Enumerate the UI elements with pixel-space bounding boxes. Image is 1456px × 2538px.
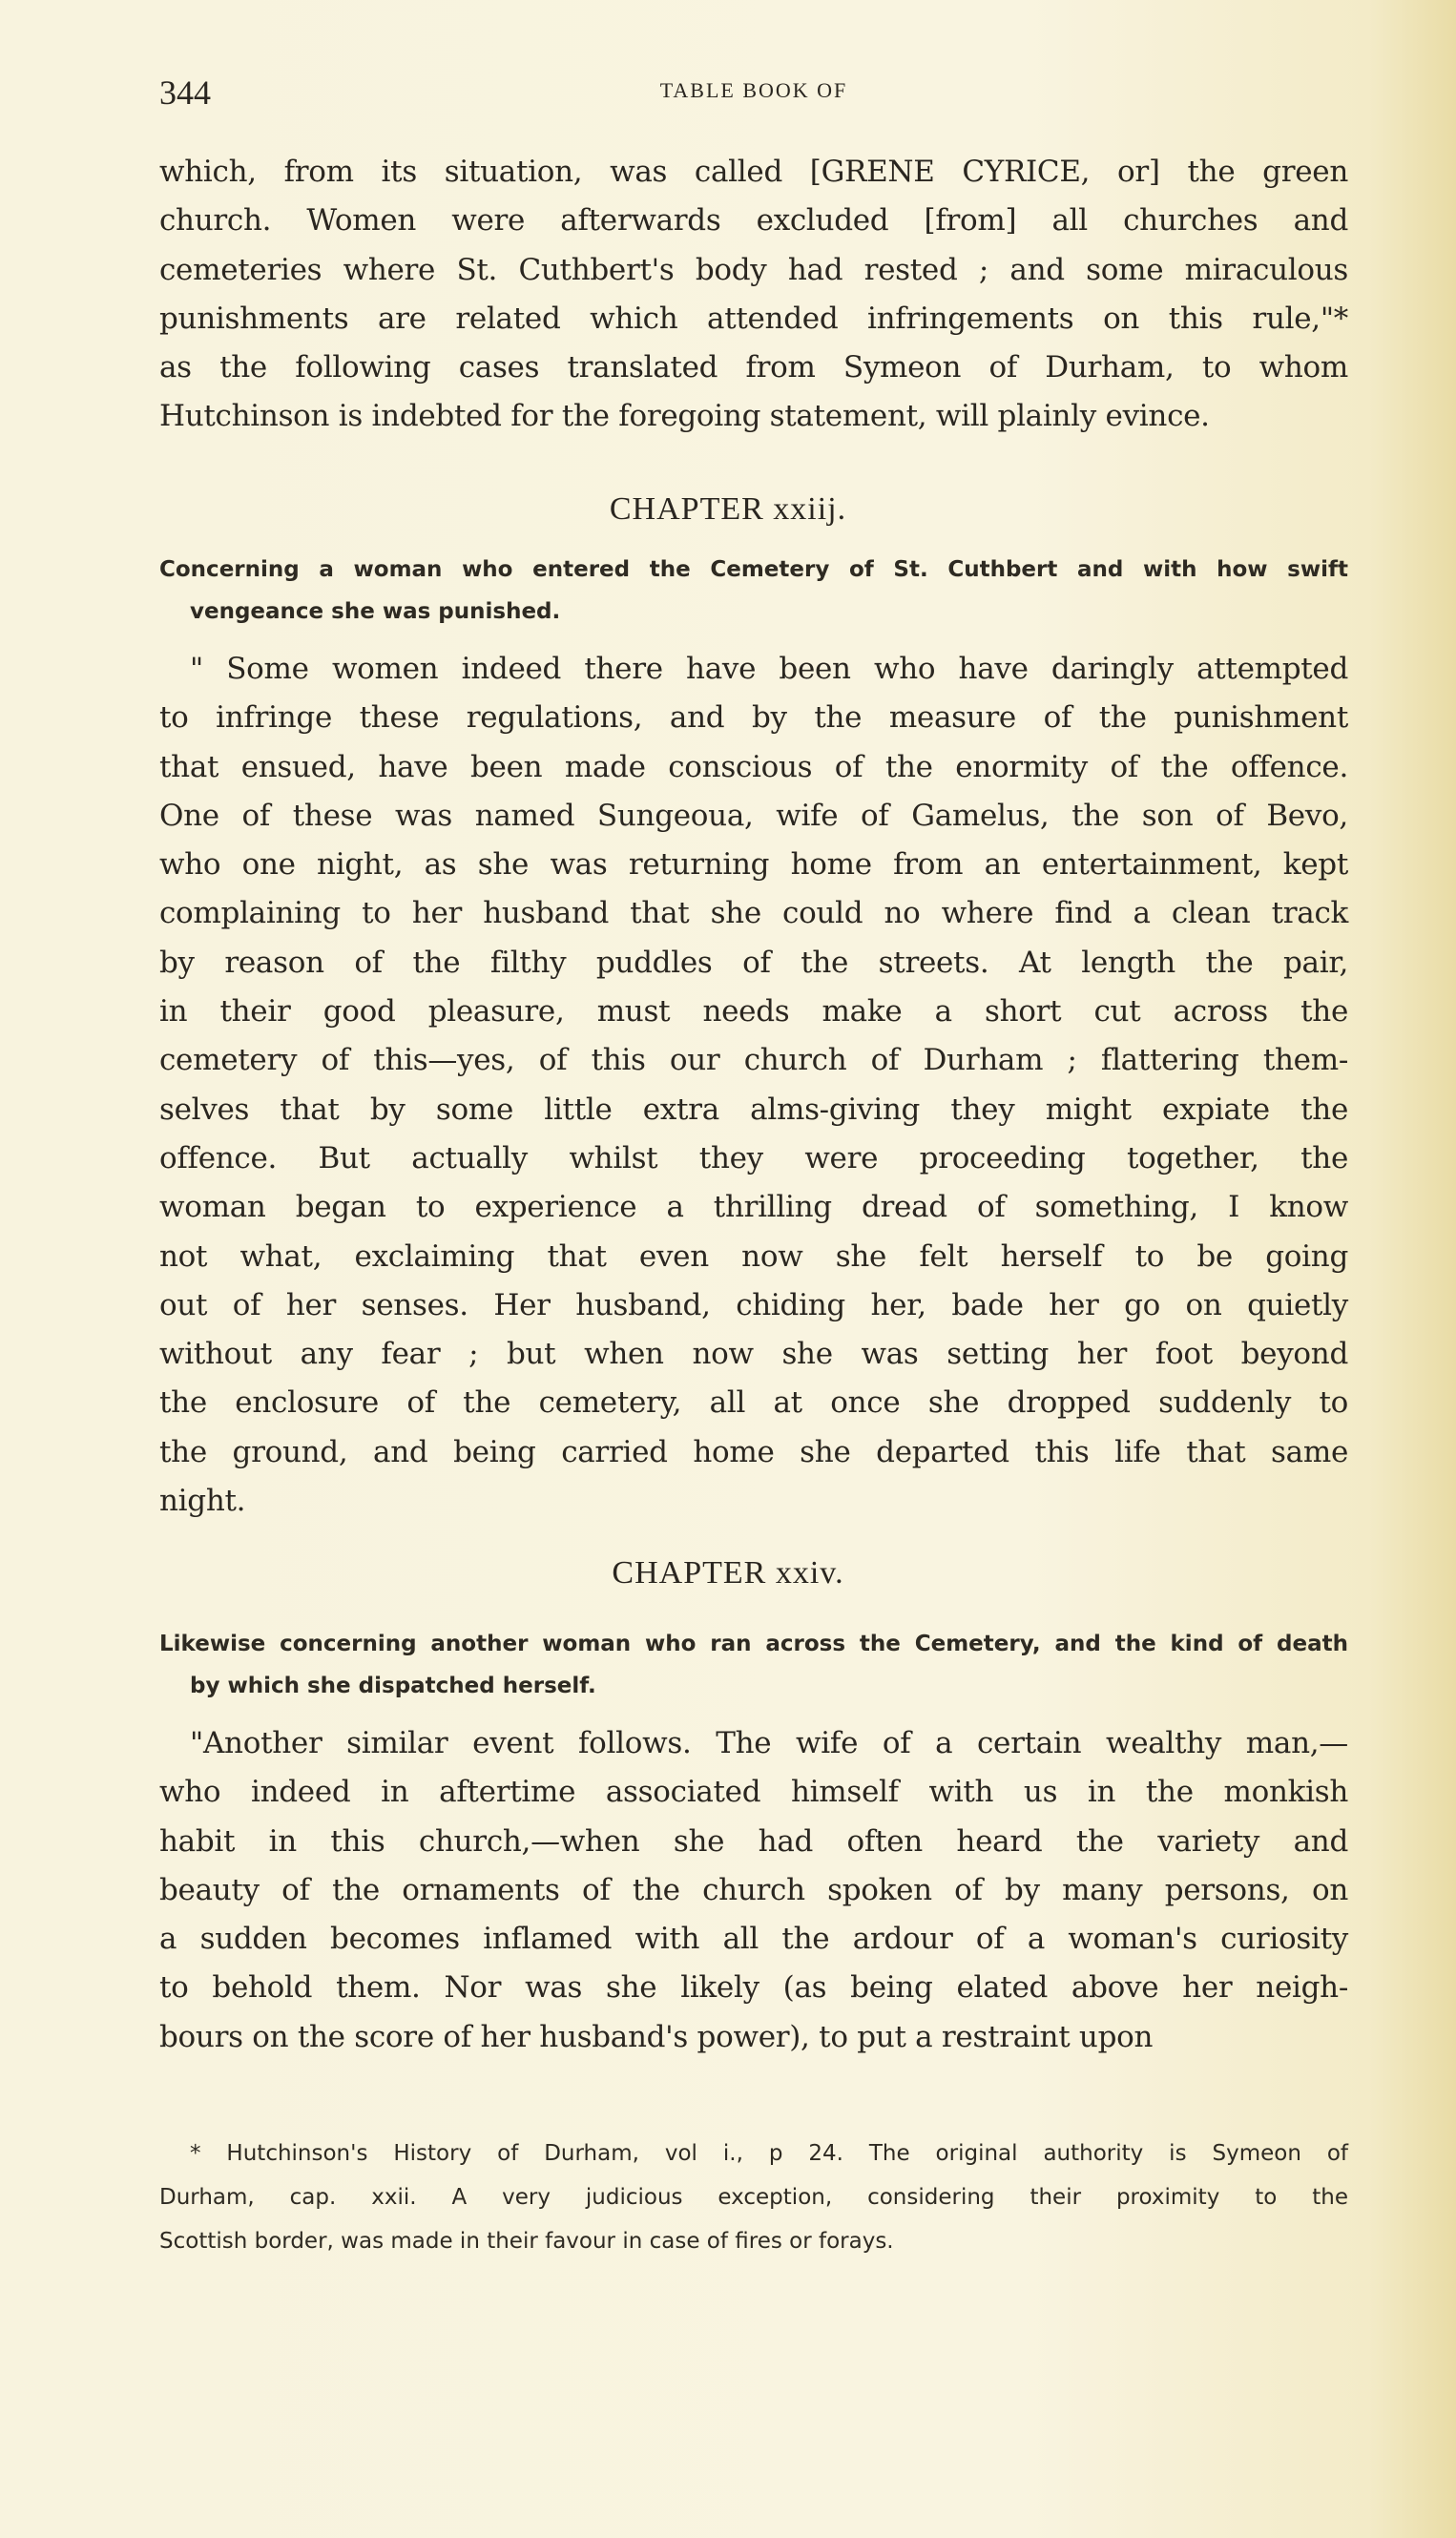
text-line: not what, exclaiming that even now she felt herself to be going — [159, 1238, 1348, 1274]
chapter-subtitle — [159, 549, 1348, 633]
text-line: Concerning a woman who entered the Cemetery of St. Cuthbert and with how swift — [159, 557, 1348, 582]
text-line: out of her senses. Her husband, chiding her, bade her go on quietly — [159, 1287, 1348, 1322]
page-header — [159, 73, 1348, 114]
chapter-body — [159, 1719, 1348, 2062]
chapter-title: CHAPTER xxiij. — [609, 491, 847, 527]
text-line: a sudden becomes inflamed with all the ardour of a woman's curiosity — [159, 1922, 1348, 1957]
chapter-subtitle — [159, 1623, 1348, 1707]
text-line: cemeteries where St. Cuthbert's body had rested ; and some miraculous — [159, 252, 1348, 287]
text-line: without any fear ; but when now she was setting her foot beyond — [159, 1337, 1348, 1372]
text-line: which, from its situation, was called [GRENE CYRICE, or] the green — [159, 155, 1348, 189]
text-line: night. — [159, 1484, 246, 1519]
text-line: that ensued, have been made conscious of the enormity of the offence. — [159, 749, 1348, 784]
text-line: by reason of the filthy puddles of the streets. At length the pair, — [159, 945, 1348, 980]
text-line: punishments are related which attended infringements on this rule,"* — [159, 301, 1348, 336]
text-line: by which she dispatched herself. — [190, 1674, 596, 1698]
text-line: vengeance she was punished. — [190, 599, 561, 624]
text-line: beauty of the ornaments of the church spoken of by many persons, on — [159, 1872, 1348, 1907]
text-line: to infringe these regulations, and by the measure of the punishment — [159, 700, 1348, 736]
text-line: woman began to experience a thrilling dread of something, I know — [159, 1190, 1348, 1225]
running-title: TABLE BOOK OF — [659, 78, 848, 102]
text-line: bours on the score of her husband's power), to put a restraint upon — [159, 2019, 1154, 2054]
text-line: church. Women were afterwards excluded [from] all churches and — [159, 203, 1348, 239]
text-line: selves that by some little extra alms-giving they might expiate the — [159, 1092, 1348, 1127]
text-line: " Some women indeed there have been who have daringly attempted — [190, 652, 1348, 686]
text-line: Scottish border, was made in their favour in case of fires or forays. — [159, 2229, 894, 2254]
text-line: the ground, and being carried home she departed this life that same — [159, 1434, 1348, 1469]
paragraph-intro — [159, 148, 1348, 442]
text-line: One of these was named Sungeoua, wife of Gamelus, the son of Bevo, — [159, 798, 1348, 833]
text-line: * Hutchinson's History of Durham, vol i., p 24. The original authority is Symeon of — [190, 2141, 1348, 2166]
text-line: "Another similar event follows. The wife of a certain wealthy man,— — [190, 1726, 1348, 1760]
text-line: the enclosure of the cemetery, all at once she dropped suddenly to — [159, 1385, 1348, 1421]
text-line: habit in this church,—when she had often heard the variety and — [159, 1823, 1348, 1859]
text-line: in their good pleasure, must needs make a short cut across the — [159, 994, 1348, 1030]
text-line: as the following cases translated from Symeon of Durham, to whom — [159, 350, 1348, 385]
chapter-body — [159, 645, 1348, 1526]
text-line: complaining to her husband that she could no where find a clean track — [159, 896, 1348, 931]
text-line: to behold them. Nor was she likely (as being elated above her neigh- — [159, 1970, 1348, 2006]
text-line: offence. But actually whilst they were proceeding together, the — [159, 1140, 1348, 1175]
chapter-title: CHAPTER xxiv. — [612, 1555, 844, 1591]
text-line: Hutchinson is indebted for the foregoing statement, will plainly evince. — [159, 399, 1210, 434]
footnote — [159, 2132, 1348, 2263]
text-line: Likewise concerning another woman who ran across the Cemetery, and the kind of death — [159, 1632, 1348, 1656]
text-line: who one night, as she was returning home from an entertainment, kept — [159, 847, 1348, 883]
page-number: 344 — [159, 73, 211, 112]
text-line: Durham, cap. xxii. A very judicious exception, considering their proximity to the — [159, 2185, 1348, 2210]
text-line: cemetery of this—yes, of this our church of Durham ; flattering them- — [159, 1043, 1348, 1078]
text-line: who indeed in aftertime associated himself with us in the monkish — [159, 1775, 1348, 1810]
